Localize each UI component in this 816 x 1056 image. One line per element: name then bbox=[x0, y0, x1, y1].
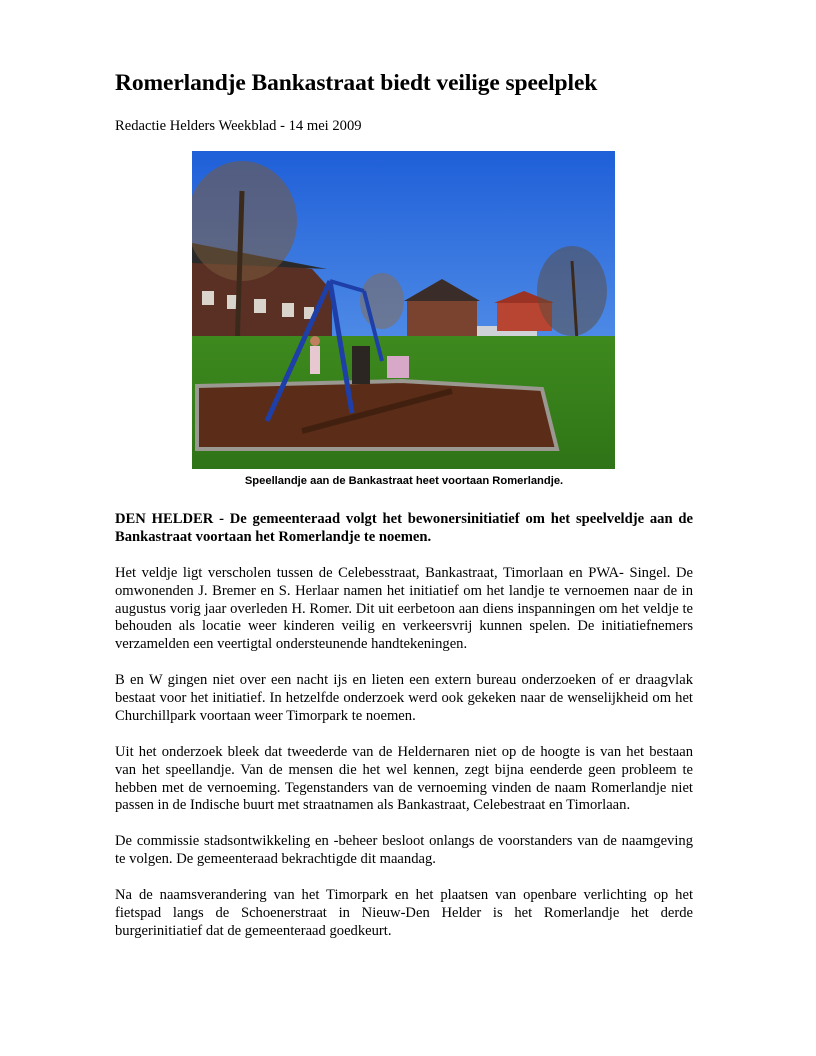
article-body bbox=[115, 511, 693, 959]
body-paragraph: De commissie stadsontwikkeling en -beheer besloot onlangs de voorstanders van de naamgeving te volgen. De gemeenteraad bekrachtigde dit maandag. bbox=[115, 833, 693, 868]
lead-paragraph: DEN HELDER - De gemeenteraad volgt het bewonersinitiatief om het speelveldje aan de Bankastraat voortaan het Romerlandje te noemen. bbox=[115, 511, 693, 545]
body-paragraph: Het veldje ligt verscholen tussen de Celebesstraat, Bankastraat, Timorlaan en PWA- Singel. De omwonenden J. Bremer en S. Herlaar namen het initiatief om het landje te vernoemen naar de in augustus vorig jaar overleden H. Romer. Dit uit eerbetoon aan diens inspanningen om het veldje te behouden als locatie weer kinderen veilig en verkeersvrij kunnen spelen. De initiatiefnemers verzamelden een veertigtal ondersteunende handtekeningen. bbox=[115, 564, 693, 653]
article-byline: Redactie Helders Weekblad - 14 mei 2009 bbox=[115, 118, 362, 134]
body-paragraph: Uit het onderzoek bleek dat tweederde van de Heldernaren niet op de hoogte is van het bestaan van het speellandje. Van de mensen die het wel kennen, zegt bijna eenderde geen probleem te hebben met de vernoeming. Tegenstanders van de vernoeming vinden de naam Romerlandje niet passen in de Indische buurt met straatnamen als Bankastraat, Celebestraat en Timorlaan. bbox=[115, 743, 693, 814]
photo-caption: Speellandje aan de Bankastraat heet voortaan Romerlandje. bbox=[244, 475, 564, 487]
body-paragraph: B en W gingen niet over een nacht ijs en lieten een extern bureau onderzoeken of er draagvlak bestaat voor het initiatief. In hetzelfde onderzoek werd ook gekeken naar de wenselijkheid om het Churchillpark voortaan weer Timorpark te noemen. bbox=[115, 672, 693, 724]
playground-photo-image bbox=[192, 151, 615, 469]
article-title: Romerlandje Bankastraat biedt veilige speelplek bbox=[115, 70, 598, 96]
playground-photo bbox=[192, 151, 615, 469]
body-paragraph: Na de naamsverandering van het Timorpark en het plaatsen van openbare verlichting op het fietspad langs de Schoenerstraat in Nieuw-Den Helder is het Romerlandje het derde burgerinitiatief dat de gemeenteraad goedkeurt. bbox=[115, 886, 693, 939]
